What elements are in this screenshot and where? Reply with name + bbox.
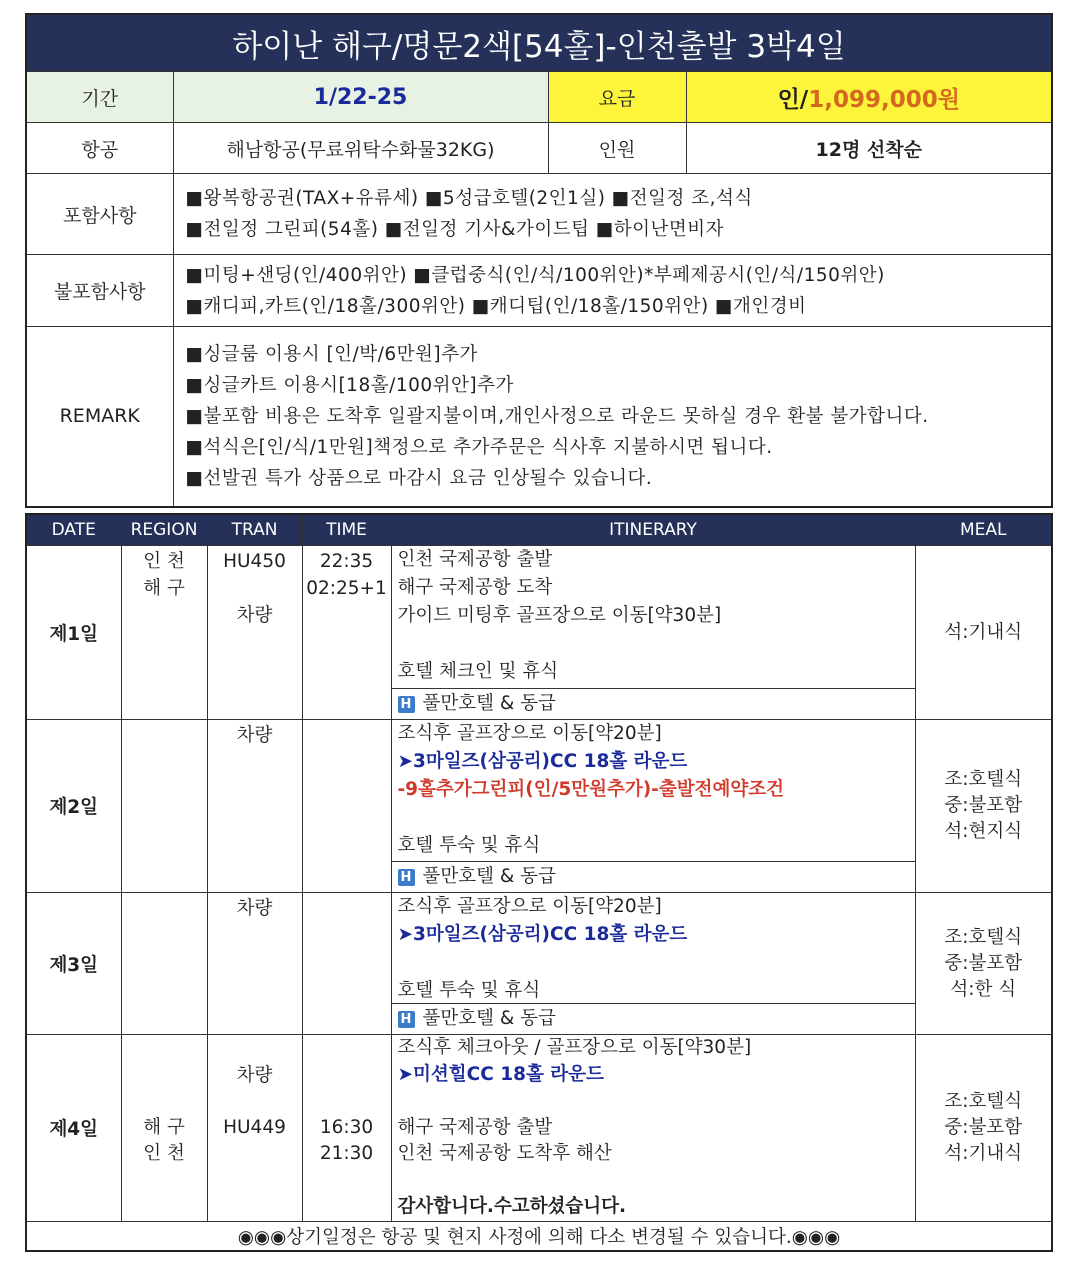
meal-line: 석:기내식 (944, 1142, 1023, 1164)
day-row (26, 546, 1052, 720)
period-value: 1/22-25 (173, 72, 548, 123)
itinerary-line (392, 804, 915, 832)
itinerary-line: 인천 국제공항 도착후 해산 (397, 1143, 612, 1164)
header-itinerary: ITINERARY (391, 514, 915, 546)
itinerary-line: ➤3마일즈(삼공리)CC 18홀 라운드 (397, 924, 688, 945)
meal-line: 중:불포함 (944, 952, 1023, 974)
remark-line: ■싱글룸 이용시 [인/박/6만원]추가 (185, 343, 478, 365)
itinerary-line: 조식후 체크아웃 / 골프장으로 이동[약30분] (397, 1037, 752, 1058)
price-value (686, 72, 1052, 123)
itinerary-cell (391, 1035, 915, 1222)
price-amount: 1,099,000원 (808, 86, 960, 113)
people-label: 인원 (548, 123, 686, 174)
excluded-list (173, 255, 1052, 327)
day-row (26, 720, 1052, 893)
meal-cell (915, 893, 1052, 1035)
time-line: 16:30 (319, 1117, 374, 1138)
header-tran: TRAN (207, 514, 302, 546)
itinerary-line (392, 949, 915, 977)
itinerary-line: 조식후 골프장으로 이동[약20분] (397, 723, 662, 744)
page-title: 하이난 해구/명문2색[54홀]-인천출발 3박4일 (26, 14, 1052, 72)
excluded-line: ■미팅+샌딩(인/400위안) ■클럽중식(인/식/100위안)*부페제공시(인/식/150위안) (185, 264, 885, 286)
hotel-name: 풀만호텔 & 동급 (422, 1008, 556, 1029)
time-cell (302, 546, 391, 720)
time-line: 22:35 (319, 551, 374, 572)
airline-value: 해남항공(무료위탁수화물32KG) (173, 123, 548, 174)
itinerary-line: 호텔 투숙 및 휴식 (397, 835, 541, 856)
itinerary-line (392, 1088, 915, 1115)
day-label: 제1일 (26, 546, 121, 720)
time-line (303, 1063, 391, 1089)
period-label: 기간 (26, 72, 173, 123)
region-line: 인 천 (143, 1143, 185, 1164)
itinerary-line: ➤미션힐CC 18홀 라운드 (397, 1063, 604, 1085)
itinerary-line: 감사합니다.수고하셨습니다. (397, 1196, 627, 1217)
hotel-name: 풀만호텔 & 동급 (422, 866, 556, 887)
remark-line: ■불포함 비용은 도착후 일괄지불이며,개인사정으로 라운드 못하실 경우 환불 불가합니다. (185, 405, 929, 427)
time-cell (302, 1035, 391, 1222)
itinerary-line (392, 630, 915, 658)
included-label: 포함사항 (26, 174, 173, 255)
itinerary-cell (391, 546, 915, 720)
remark-line: ■석식은[인/식/1만원]책정으로 추가주문은 식사후 지불하시면 됩니다. (185, 436, 773, 458)
day-row (26, 1035, 1052, 1222)
transport-cell (207, 720, 302, 893)
itinerary-line: 호텔 체크인 및 휴식 (397, 661, 559, 682)
tran-line: 차량 (236, 898, 273, 919)
hotel-row (392, 688, 915, 719)
itinerary-line: 호텔 투숙 및 휴식 (397, 980, 541, 1001)
hotel-name: 풀만호텔 & 동급 (422, 693, 556, 714)
time-cell (302, 720, 391, 893)
itinerary-line: 조식후 골프장으로 이동[약20분] (397, 896, 662, 917)
price-prefix: 인/ (777, 86, 809, 113)
itinerary-line (392, 1168, 915, 1195)
itinerary-table (25, 513, 1053, 1252)
included-line: ■전일정 그린피(54홀) ■전일정 기사&가이드팁 ■하이난면비자 (185, 219, 725, 240)
region-line (122, 1089, 207, 1115)
itinerary-line: 가이드 미팅후 골프장으로 이동[약30분] (397, 605, 722, 626)
hotel-row (392, 1003, 915, 1034)
included-list (173, 174, 1052, 255)
transport-cell (207, 1035, 302, 1222)
header-meal: MEAL (915, 514, 1052, 546)
airline-label: 항공 (26, 123, 173, 174)
tran-line (208, 575, 302, 602)
hotel-icon: H (398, 1011, 415, 1028)
remark-line: ■선발권 특가 상품으로 마감시 요금 인상될수 있습니다. (185, 467, 653, 489)
region-line: 인 천 (143, 551, 185, 572)
region-cell (121, 1035, 207, 1222)
excluded-label: 불포함사항 (26, 255, 173, 327)
tran-line (208, 1089, 302, 1115)
region-line: 해 구 (143, 1117, 185, 1138)
itinerary-line: 인천 국제공항 출발 (397, 549, 553, 570)
transport-cell (207, 546, 302, 720)
itinerary-cell (391, 893, 915, 1035)
itinerary-line: 해구 국제공항 출발 (397, 1116, 553, 1138)
tran-line: 차량 (236, 725, 273, 746)
time-line (303, 1089, 391, 1115)
header-region: REGION (121, 514, 207, 546)
hotel-icon: H (398, 696, 415, 713)
day-label: 제4일 (26, 1035, 121, 1222)
tran-line: 차량 (236, 1065, 273, 1086)
region-line: 해 구 (143, 578, 185, 599)
meal-line: 조:호텔식 (944, 769, 1023, 790)
hotel-row (392, 861, 915, 892)
region-cell (121, 720, 207, 893)
time-line (303, 1037, 391, 1063)
meal-cell (915, 546, 1052, 720)
region-line (122, 1037, 207, 1063)
remark-line: ■싱글카트 이용시[18홀/100위안]추가 (185, 374, 514, 396)
itinerary-line: ➤3마일즈(삼공리)CC 18홀 라운드 (397, 751, 688, 772)
itinerary-line: -9홀추가그린피(인/5만원추가)-출발전예약조건 (397, 779, 784, 800)
included-line: ■왕복항공권(TAX+유류세) ■5성급호텔(2인1실) ■전일정 조,석식 (185, 188, 753, 209)
time-cell (302, 893, 391, 1035)
meal-line: 석:한 식 (950, 978, 1017, 1000)
tran-line: HU449 (223, 1117, 286, 1138)
time-line: 02:25+1 (306, 578, 387, 599)
region-cell (121, 546, 207, 720)
excluded-line: ■캐디피,카트(인/18홀/300위안) ■캐디팁(인/18홀/150위안) ■개인경비 (185, 295, 807, 317)
itinerary-cell (391, 720, 915, 893)
region-cell (121, 893, 207, 1035)
day-row (26, 893, 1052, 1035)
people-value: 12명 선착순 (686, 123, 1052, 174)
meal-line: 조:호텔식 (944, 926, 1023, 948)
tour-info-table (25, 13, 1053, 508)
time-line: 21:30 (319, 1143, 374, 1164)
remark-list (173, 327, 1052, 507)
price-label: 요금 (548, 72, 686, 123)
hotel-icon: H (398, 869, 415, 886)
meal-cell (915, 720, 1052, 893)
transport-cell (207, 893, 302, 1035)
meal-line: 석:현지식 (944, 821, 1023, 842)
day-label: 제3일 (26, 893, 121, 1035)
tran-line: 차량 (236, 605, 273, 626)
meal-line: 석:기내식 (944, 621, 1023, 643)
meal-cell (915, 1035, 1052, 1222)
tran-line (208, 1037, 302, 1063)
meal-line: 중:불포함 (944, 1116, 1023, 1138)
header-date: DATE (26, 514, 121, 546)
meal-line: 중:불포함 (944, 795, 1023, 816)
remark-label: REMARK (26, 327, 173, 507)
region-line (122, 1063, 207, 1089)
meal-line: 조:호텔식 (944, 1090, 1023, 1112)
header-time: TIME (302, 514, 391, 546)
tran-line: HU450 (223, 551, 286, 572)
footer-notice: ◉◉◉상기일정은 항공 및 현지 사정에 의해 다소 변경될 수 있습니다.◉◉◉ (26, 1221, 1052, 1251)
day-label: 제2일 (26, 720, 121, 893)
itinerary-line: 해구 국제공항 도착 (397, 577, 553, 598)
